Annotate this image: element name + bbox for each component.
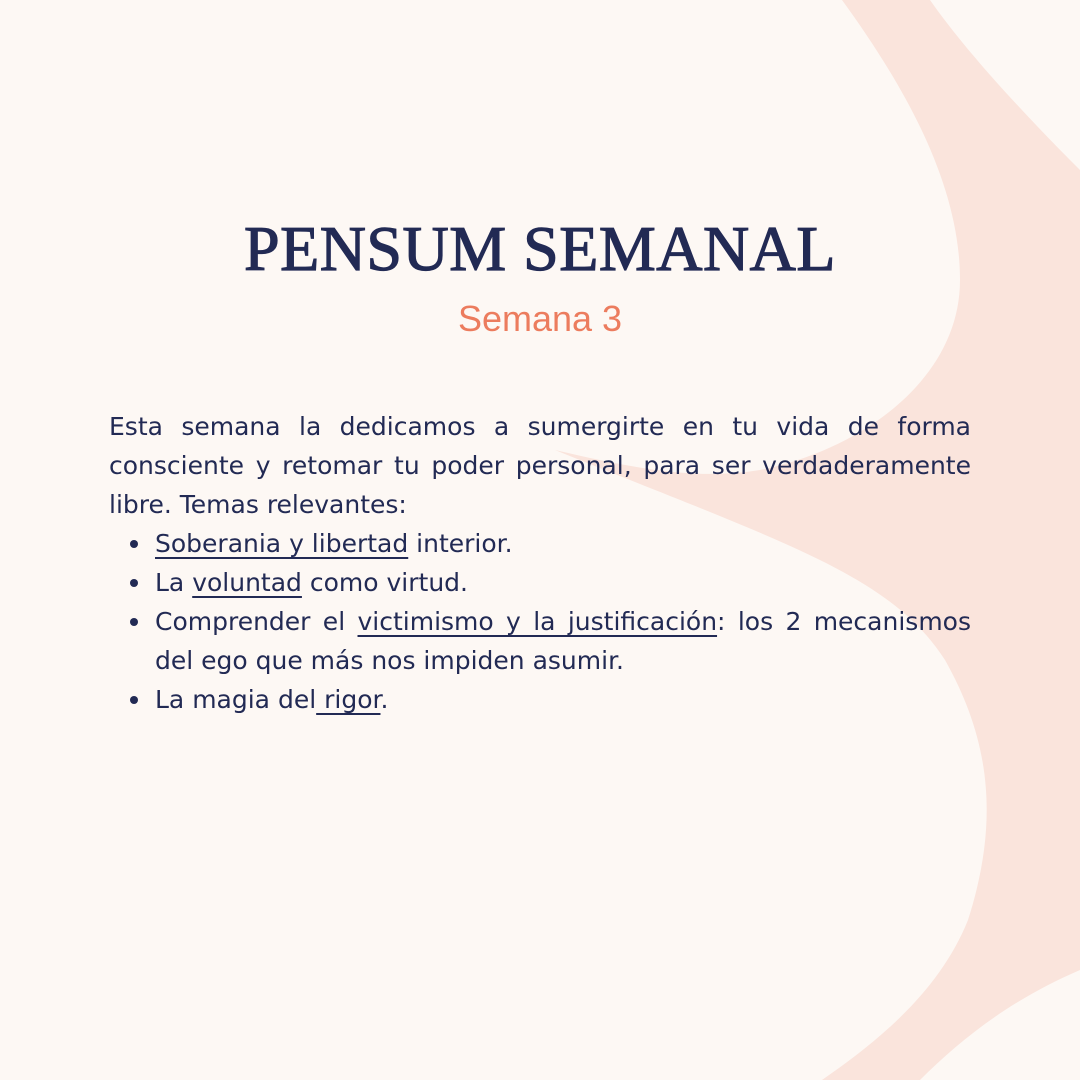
list-item-text: como virtud. <box>301 568 468 597</box>
week-subtitle: Semana 3 <box>457 298 623 339</box>
list-item-text: La <box>155 568 193 597</box>
link-victimismo[interactable]: victimismo y la justificación <box>357 607 718 636</box>
topics-list <box>109 524 971 719</box>
list-item-text: La magia del <box>155 685 317 714</box>
list-item-text: . <box>380 685 389 714</box>
link-rigor[interactable]: rigor <box>316 685 381 714</box>
list-item-voluntad <box>155 563 971 602</box>
list-item-victimismo <box>155 602 971 680</box>
intro-paragraph: Esta semana la dedicamos a sumergirte en tu vida de forma consciente y retomar tu poder personal, para ser verdaderamente libre. Temas relevantes: <box>109 412 971 519</box>
list-item-text: interior. <box>408 529 513 558</box>
list-item-text: : los 2 mecanismos del ego que más nos impiden asumir. <box>155 607 971 675</box>
list-item-rigor <box>155 680 971 719</box>
list-item-soberania <box>155 524 971 563</box>
list-item-text: Comprender el <box>155 607 358 636</box>
link-soberania[interactable]: Soberania y libertad <box>155 529 409 558</box>
link-voluntad[interactable]: voluntad <box>192 568 302 597</box>
content-block <box>109 407 971 719</box>
page-title: PENSUM SEMANAL <box>244 213 836 284</box>
